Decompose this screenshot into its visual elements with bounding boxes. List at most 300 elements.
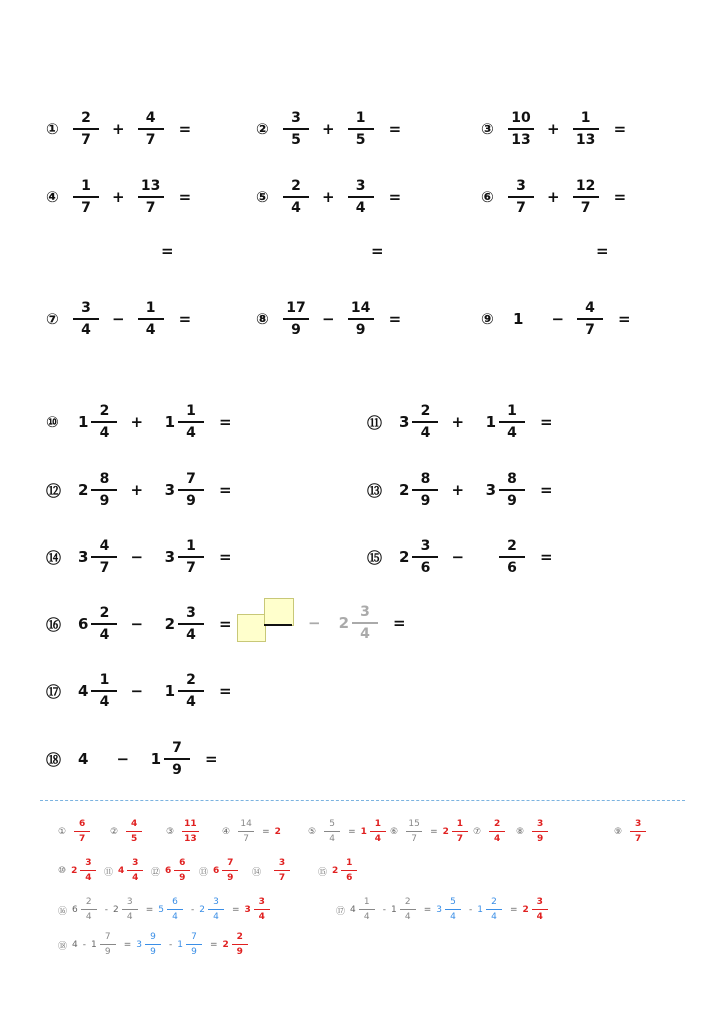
- problem-number: ⑩: [46, 413, 59, 431]
- denominator: 9: [150, 947, 156, 957]
- whole-number: 1: [150, 750, 162, 768]
- answer-text: =: [123, 940, 132, 950]
- answer-text: -: [104, 905, 108, 915]
- numerator: 3: [73, 300, 99, 320]
- denominator: 4: [99, 693, 110, 710]
- answer-row: [308, 819, 389, 845]
- denominator: 9: [99, 492, 110, 509]
- answer-text: ⑯: [58, 906, 68, 917]
- denominator: 4: [360, 625, 370, 642]
- fraction: [73, 178, 99, 217]
- fraction: [73, 300, 99, 339]
- fraction: [406, 819, 422, 845]
- denominator: 5: [355, 131, 366, 148]
- denominator: 4: [507, 424, 517, 441]
- denominator: 4: [172, 912, 178, 922]
- numerator: 5: [445, 897, 461, 910]
- fraction: [532, 897, 548, 923]
- numerator: 3: [122, 897, 138, 910]
- whole-number: 1: [164, 682, 176, 700]
- problem: [46, 602, 232, 646]
- denominator: 7: [580, 199, 591, 216]
- problem: [46, 669, 232, 713]
- answer-text: ②: [110, 827, 119, 837]
- numerator: 3: [254, 897, 270, 910]
- problem: [46, 400, 232, 444]
- fraction: [274, 858, 290, 884]
- numerator: 8: [499, 471, 525, 491]
- fraction: [232, 932, 248, 958]
- problem: [46, 535, 232, 579]
- fraction: [486, 897, 502, 923]
- answer-text: ⑧: [516, 827, 525, 837]
- problem-number: ⑬: [367, 481, 383, 500]
- fraction: [348, 178, 374, 217]
- denominator: 9: [355, 321, 366, 338]
- answer-box-whole[interactable]: [237, 614, 266, 642]
- answer-row: [58, 932, 251, 958]
- answer-text: 2: [274, 827, 281, 837]
- denominator: 7: [78, 834, 86, 844]
- numerator: 1: [138, 300, 164, 320]
- denominator: 13: [184, 834, 197, 844]
- numerator: 8: [91, 471, 117, 491]
- denominator: 7: [585, 321, 595, 338]
- answer-text: 1: [391, 905, 397, 915]
- numerator: 1: [91, 672, 117, 692]
- whole-number: 1: [164, 413, 176, 431]
- denominator: 5: [130, 834, 138, 844]
- answer-text: ①: [58, 827, 67, 837]
- numerator: 3: [178, 605, 204, 625]
- equals: =: [219, 548, 232, 566]
- answer-text: 2: [522, 905, 529, 915]
- problem-number: ⑤: [256, 188, 269, 206]
- fraction: [532, 819, 548, 845]
- denominator: 9: [536, 834, 544, 844]
- fraction: [91, 605, 117, 644]
- operator: −: [130, 615, 144, 633]
- denominator: 9: [291, 321, 301, 338]
- answer-text: ⑨: [614, 827, 623, 837]
- whole-number: 1: [78, 413, 89, 431]
- problem-number: ⑦: [46, 310, 59, 328]
- answer-row: [516, 819, 551, 845]
- equals: =: [219, 413, 232, 431]
- fold-line: [40, 800, 685, 801]
- answer-text: 2: [222, 940, 229, 950]
- fraction: [122, 897, 138, 923]
- problem-number: ②: [256, 120, 269, 138]
- numerator: 7: [178, 471, 204, 491]
- numerator: 13: [138, 178, 164, 198]
- answer-text: 1: [477, 905, 483, 915]
- numerator: 1: [370, 819, 386, 832]
- hint-rest: [298, 601, 406, 645]
- answer-text: 3: [244, 905, 251, 915]
- fraction: [138, 178, 164, 217]
- equals: =: [613, 120, 627, 138]
- whole-number: 1: [485, 413, 497, 431]
- answer-text: =: [510, 905, 518, 915]
- numerator: 8: [412, 471, 438, 491]
- fraction: [174, 858, 190, 884]
- fraction: [238, 819, 254, 845]
- answer-text: ⑤: [308, 827, 317, 837]
- denominator: 4: [132, 873, 139, 883]
- numerator: 1: [452, 819, 468, 832]
- answer-text: =: [145, 905, 154, 915]
- fraction: [164, 740, 190, 779]
- answer-row: [252, 858, 293, 884]
- fraction: [370, 819, 386, 845]
- problem-number: ⑫: [46, 481, 62, 500]
- whole-number: 4: [78, 750, 89, 768]
- problem-number: ①: [46, 120, 59, 138]
- answer-text: 5: [158, 905, 165, 915]
- denominator: 9: [420, 492, 431, 509]
- fraction: [630, 819, 646, 845]
- equals: =: [618, 310, 631, 328]
- operator: +: [130, 481, 144, 499]
- denominator: 9: [186, 492, 196, 509]
- numerator: 1: [359, 897, 375, 910]
- problem-number: ⑯: [46, 615, 62, 634]
- numerator: 6: [167, 897, 183, 910]
- numerator: 14: [238, 819, 254, 832]
- numerator: 1: [499, 403, 525, 423]
- equals: =: [178, 120, 192, 138]
- answer-row: [58, 858, 99, 884]
- denominator: 4: [258, 912, 265, 922]
- answer-text: 2: [113, 905, 119, 915]
- operator: −: [322, 310, 335, 328]
- whole-number: 6: [78, 615, 89, 633]
- fraction: [145, 932, 161, 958]
- answer-text: =: [430, 827, 438, 837]
- answer-text: =: [423, 905, 432, 915]
- answer-text: 4: [350, 905, 356, 915]
- answer-row: [336, 897, 551, 923]
- operator: −: [451, 548, 465, 566]
- fraction: [412, 403, 438, 442]
- problem-number: ⑨: [481, 310, 494, 328]
- numerator: 2: [283, 178, 309, 198]
- numerator: 1: [348, 110, 374, 130]
- denominator: 4: [491, 912, 497, 922]
- answer-row: [151, 858, 193, 884]
- answer-text: -: [82, 940, 86, 950]
- numerator: 3: [348, 178, 374, 198]
- denominator: 7: [145, 131, 156, 148]
- numerator: 11: [182, 819, 199, 832]
- denominator: 4: [99, 424, 110, 441]
- numerator: 3: [532, 819, 548, 832]
- answer-text: 1: [360, 827, 367, 837]
- numerator: 3: [532, 897, 548, 910]
- equals: =: [540, 413, 553, 431]
- equals: =: [205, 750, 218, 768]
- answer-row: [166, 819, 202, 845]
- answer-text: 1: [177, 940, 183, 950]
- problem: [481, 107, 626, 151]
- answer-row: [318, 858, 360, 884]
- operator: +: [112, 188, 125, 206]
- numerator: 4: [138, 110, 164, 130]
- problem: [46, 175, 191, 219]
- operator: +: [547, 120, 560, 138]
- answer-text: ⑪: [104, 867, 114, 878]
- denominator: 7: [634, 834, 642, 844]
- numerator: 1: [178, 538, 204, 558]
- answer-text: ⑥: [390, 827, 399, 837]
- answer-text: =: [262, 827, 270, 837]
- fraction: [324, 819, 340, 845]
- denominator: 6: [346, 873, 353, 883]
- numerator: 7: [164, 740, 190, 760]
- problem: [256, 175, 401, 219]
- whole-number: 4: [78, 682, 89, 700]
- problem: [367, 535, 553, 579]
- whole-number: 2: [399, 548, 410, 566]
- equals: =: [219, 481, 232, 499]
- numerator: 3: [283, 110, 309, 130]
- denominator: 4: [420, 424, 431, 441]
- numerator: 2: [232, 932, 248, 945]
- answer-text: ⑮: [318, 867, 328, 878]
- fraction: [127, 858, 143, 884]
- problem: [46, 468, 232, 512]
- equals-line: =: [596, 242, 609, 260]
- denominator: 4: [374, 834, 382, 844]
- fraction: [283, 178, 309, 217]
- operator: −: [308, 614, 321, 632]
- equals: =: [178, 310, 192, 328]
- problem: [481, 175, 626, 219]
- answer-text: ⑫: [151, 867, 161, 878]
- fraction: [208, 897, 224, 923]
- answer-row: [104, 858, 146, 884]
- whole-number: 2: [399, 481, 410, 499]
- denominator: 7: [243, 834, 249, 844]
- answer-text: 4: [72, 940, 78, 950]
- denominator: 9: [179, 873, 186, 883]
- denominator: 7: [516, 199, 526, 216]
- denominator: 9: [236, 947, 243, 957]
- operator: +: [112, 120, 125, 138]
- denominator: 13: [511, 131, 531, 148]
- whole-number: 3: [164, 548, 176, 566]
- numerator: 17: [283, 300, 309, 320]
- numerator: 14: [348, 300, 374, 320]
- fraction: [126, 819, 142, 845]
- equals: =: [393, 614, 406, 632]
- numerator: 1: [573, 110, 599, 130]
- problem: [46, 737, 218, 781]
- denominator: 4: [126, 912, 133, 922]
- answer-text: 4: [118, 866, 125, 876]
- denominator: 7: [99, 559, 110, 576]
- whole-number: 3: [78, 548, 89, 566]
- numerator: 1: [178, 403, 204, 423]
- fraction: [508, 110, 534, 149]
- answer-row: [199, 858, 241, 884]
- answer-text: ③: [166, 827, 175, 837]
- numerator: 2: [91, 605, 117, 625]
- fraction: [489, 819, 505, 845]
- numerator: 1: [73, 178, 99, 198]
- denominator: 4: [186, 626, 196, 643]
- equals: =: [540, 548, 553, 566]
- answer-text: 2: [71, 866, 78, 876]
- numerator: 7: [186, 932, 202, 945]
- numerator: 2: [178, 672, 204, 692]
- numerator: 4: [91, 538, 117, 558]
- answer-text: 3: [136, 940, 143, 950]
- fraction: [400, 897, 416, 923]
- answer-text: 1: [91, 940, 97, 950]
- answer-text: 6: [165, 866, 172, 876]
- denominator: 4: [145, 321, 156, 338]
- numerator: 2: [489, 819, 505, 832]
- denominator: 13: [575, 131, 596, 148]
- operator: +: [322, 120, 335, 138]
- answer-text: 2: [442, 827, 449, 837]
- problem: [367, 400, 553, 444]
- fraction: [138, 110, 164, 149]
- denominator: 9: [507, 492, 517, 509]
- numerator: 3: [208, 897, 224, 910]
- operator: +: [130, 413, 144, 431]
- answer-text: 6: [72, 905, 78, 915]
- answer-row: [58, 897, 273, 923]
- equals: =: [388, 188, 402, 206]
- numerator: 2: [486, 897, 502, 910]
- answer-text: ⑩: [58, 866, 67, 876]
- denominator: 4: [450, 912, 456, 922]
- denominator: 4: [493, 834, 501, 844]
- denominator: 4: [404, 912, 411, 922]
- answer-text: ④: [222, 827, 231, 837]
- answer-text: =: [348, 827, 356, 837]
- fraction: [254, 897, 270, 923]
- problem: [256, 297, 401, 341]
- fraction: [138, 300, 164, 339]
- fraction: [178, 403, 204, 442]
- equals: =: [613, 188, 627, 206]
- problem-number: ③: [481, 120, 494, 138]
- numerator: 2: [412, 403, 438, 423]
- problem-number: ⑱: [46, 750, 62, 769]
- operator: +: [451, 481, 465, 499]
- problem: [46, 107, 191, 151]
- numerator: 2: [400, 897, 416, 910]
- numerator: 6: [74, 819, 90, 832]
- problem: [367, 468, 553, 512]
- answer-text: ⑰: [336, 906, 346, 917]
- answer-text: =: [232, 905, 240, 915]
- denominator: 9: [172, 761, 182, 778]
- problem-number: ⑪: [367, 413, 383, 432]
- fraction: [100, 932, 116, 958]
- denominator: 7: [145, 199, 156, 216]
- operator: −: [116, 750, 130, 768]
- answer-row: [110, 819, 145, 845]
- fraction: [178, 672, 204, 711]
- operator: +: [451, 413, 465, 431]
- whole-number: 2: [78, 481, 89, 499]
- fraction: [74, 819, 90, 845]
- fraction: [577, 300, 603, 339]
- fraction: [573, 178, 599, 217]
- fraction: [412, 538, 438, 577]
- equals-line: =: [371, 242, 384, 260]
- denominator: 9: [227, 873, 234, 883]
- numerator: 12: [573, 178, 599, 198]
- denominator: 4: [291, 199, 301, 216]
- equals: =: [388, 310, 402, 328]
- denominator: 4: [355, 199, 366, 216]
- fraction: [283, 110, 309, 149]
- denominator: 4: [186, 693, 196, 710]
- operator: −: [551, 310, 565, 328]
- answer-text: =: [210, 940, 218, 950]
- numerator: 15: [406, 819, 422, 832]
- numerator: 2: [91, 403, 117, 423]
- equals: =: [219, 615, 232, 633]
- denominator: 4: [81, 321, 91, 338]
- denominator: 6: [420, 559, 431, 576]
- fraction: [573, 110, 599, 149]
- fraction: [348, 300, 374, 339]
- fraction: [91, 672, 117, 711]
- problem: [481, 297, 631, 341]
- denominator: 4: [85, 873, 92, 883]
- answer-row: [390, 819, 471, 845]
- answer-fraction-bar: [264, 624, 292, 626]
- fraction: [499, 403, 525, 442]
- numerator: 3: [508, 178, 534, 198]
- fraction: [182, 819, 199, 845]
- whole-number: 2: [338, 614, 350, 632]
- equals: =: [178, 188, 192, 206]
- fraction: [222, 858, 238, 884]
- operator: −: [112, 310, 125, 328]
- numerator: 4: [126, 819, 142, 832]
- answer-text: ⑭: [252, 867, 262, 878]
- denominator: 4: [85, 912, 92, 922]
- fraction: [359, 897, 375, 923]
- answer-text: 2: [332, 866, 339, 876]
- denominator: 6: [507, 559, 517, 576]
- fraction: [91, 403, 117, 442]
- fraction: [352, 604, 378, 643]
- fraction: [178, 538, 204, 577]
- problem-number: ⑭: [46, 548, 62, 567]
- fraction: [452, 819, 468, 845]
- answer-row: [473, 819, 508, 845]
- answer-box-numerator[interactable]: [264, 598, 294, 626]
- problem-number: ⑥: [481, 188, 494, 206]
- numerator: 4: [577, 300, 603, 320]
- denominator: 5: [291, 131, 301, 148]
- numerator: 2: [499, 538, 525, 558]
- answer-text: -: [469, 905, 473, 915]
- denominator: 4: [99, 626, 110, 643]
- fraction: [341, 858, 357, 884]
- numerator: 7: [222, 858, 238, 871]
- denominator: 9: [104, 947, 111, 957]
